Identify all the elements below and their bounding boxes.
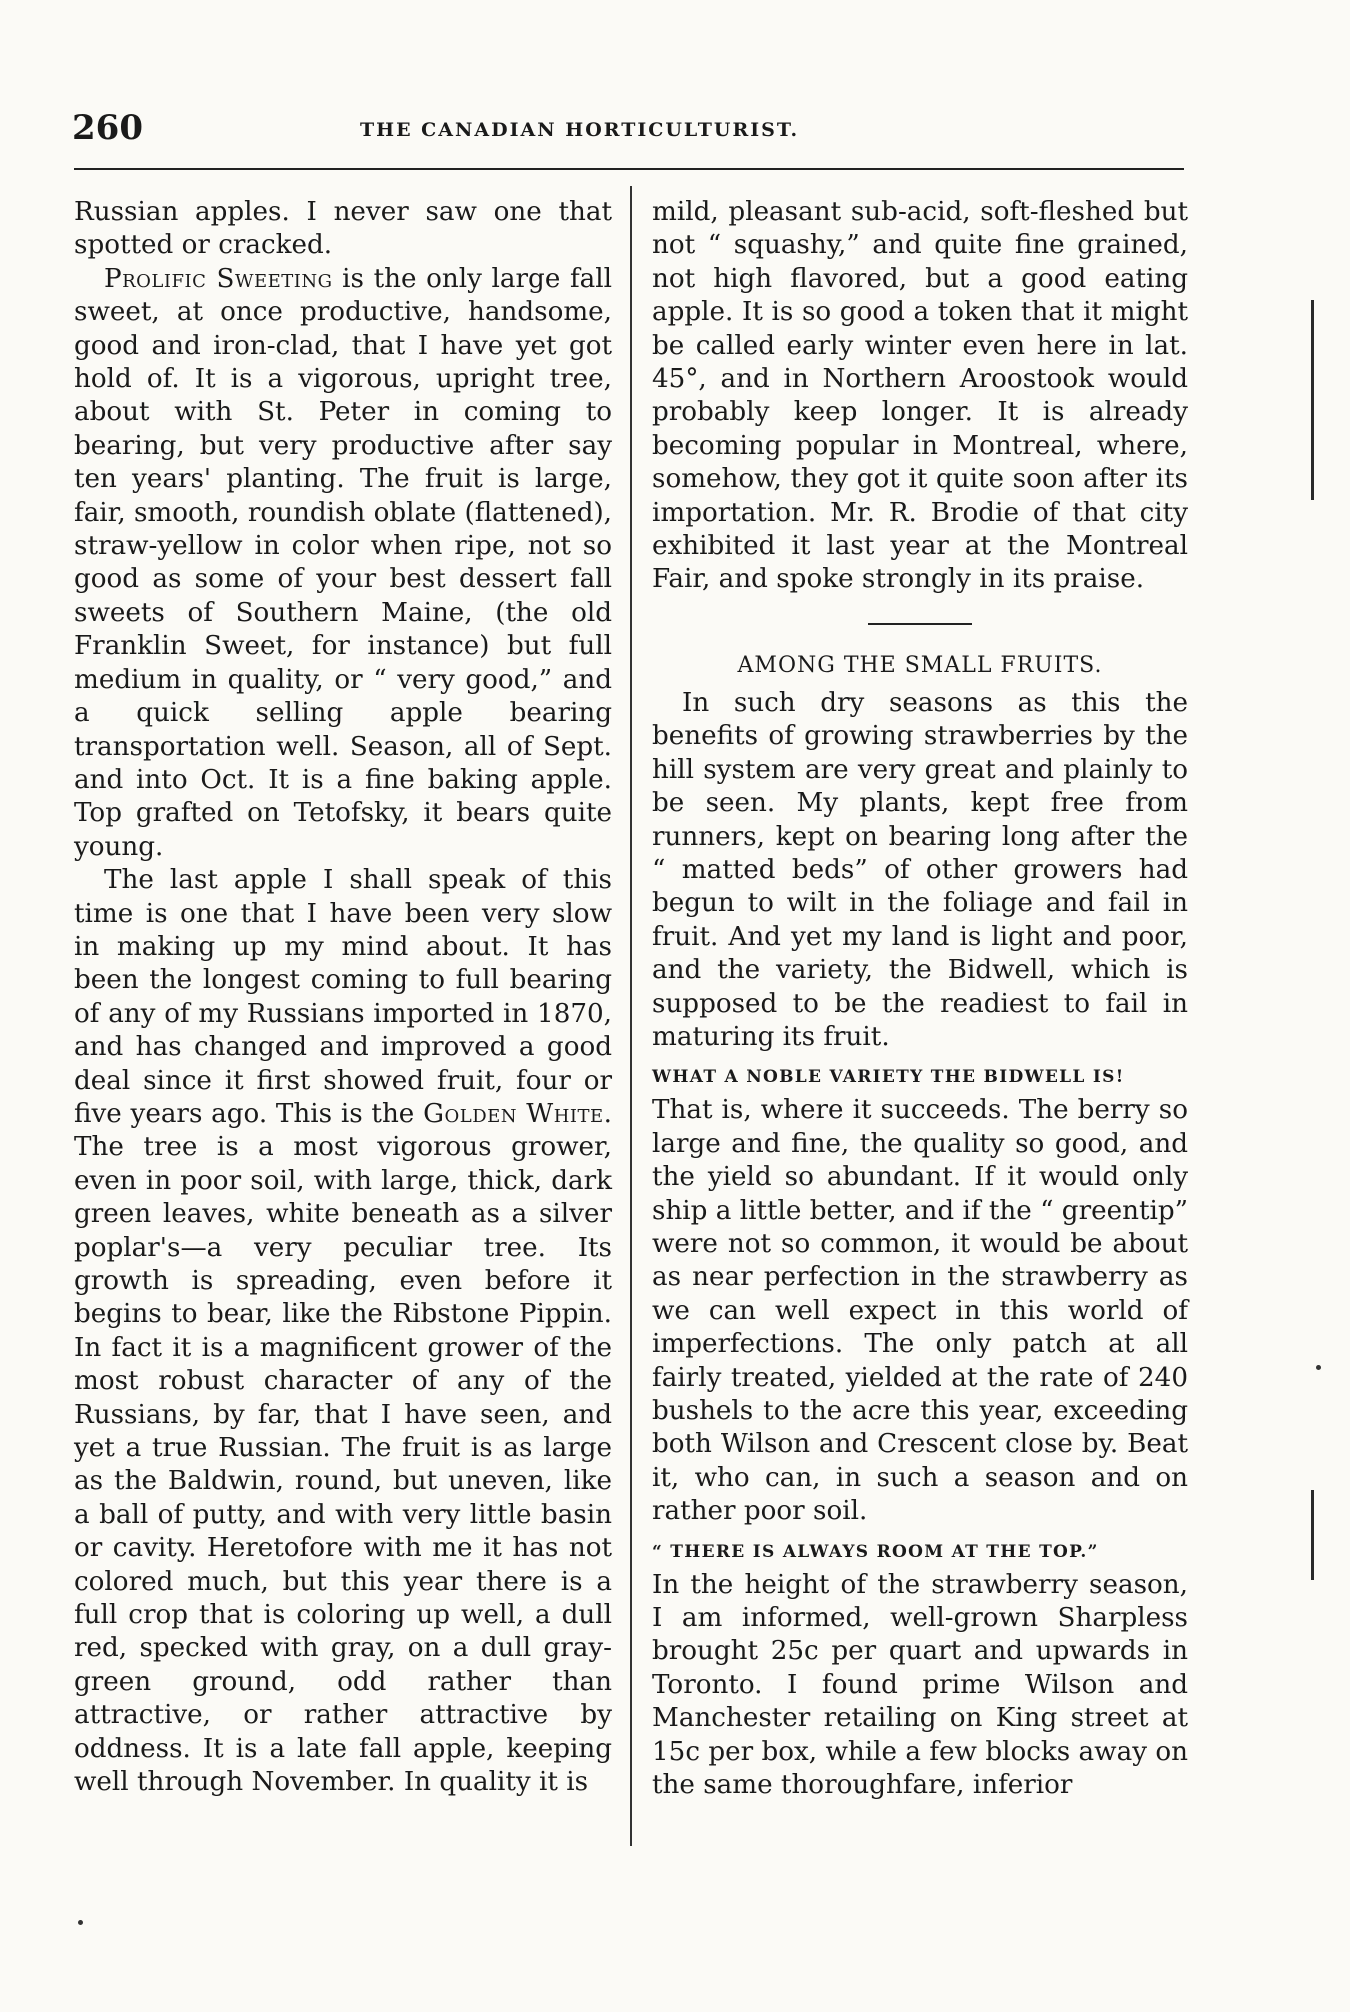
paragraph-text: . The tree is a most vigorous grower, even in poor soil, with large, thick, dark green leaves, white beneath as a silver poplar's—a very peculiar tree. Its growth is spreading, even before it begins to bear, like the Ribstone Pippin. In fact it is a magnificent grower of the most robust character of any of the Russians, by far, that I have seen, and yet a true Russian. The fruit is as large as the Baldwin, round, but uneven, like a ball of putty, and with very little basin or cavity. Heretofore with me it has not colored much, but this year there is a full crop that is coloring up well, a dull red, specked with gray, on a dull gray-green ground, odd rather than attractive, or rather attractive by oddness. It is a late fall apple, keeping well through November. In quality it is [74,1098,612,1798]
variety-name-prolific-sweeting: Prolific Sweeting [104,263,333,294]
section-heading: AMONG THE SMALL FRUITS. [737,652,1103,678]
paragraph-russian-apples: Russian apples. I never saw one that spotted or cracked. [74,197,612,261]
header-rule [74,168,1184,170]
paragraph-text: is the only large fall sweet, at once productive, handsome, good and iron-clad, that I have yet got hold of. It is a vigorous, upright tree, about with St. Peter in coming to bearing, but very productive after say ten years' planting. The fruit is large, fair, smooth, roundish oblate (flattened), straw-yellow in color when ripe, not so good as some of your best dessert fall sweets of Southern Maine, (the old Franklin Sweet, for instance) but full medium in quality, or “ very good,” and a quick selling apple bearing transportation well. Season, all of Sept. and into Oct. It is a fine baking apple. Top grafted on Tetofsky, it bears quite young. [74,263,613,862]
ink-speck [1316,1365,1321,1370]
column-divider [630,186,632,1846]
paragraph-prolific-sweeting [74,263,612,864]
subheading-bidwell: WHAT A NOBLE VARIETY THE BIDWELL IS! [652,1067,1125,1088]
section-divider-rule [868,623,972,625]
binding-edge-mark [1311,1490,1336,1580]
paragraph-golden-white [74,864,612,1799]
paragraph-golden-white-continued: mild, pleasant sub-acid, soft-fleshed but not “ squashy,” and quite fine grained, not high flavored, but a good eating apple. It is so good a token that it might be called early winter even here in lat. 45°, and in Northern Aroostook would probably keep longer. It is already becoming popular in Montreal, where, somehow, they got it quite soon after its importation. Mr. R. Brodie of that city exhibited it last year at the Montreal Fair, and spoke strongly in its praise. [652,197,1188,595]
page-number: 260 [72,108,143,148]
running-title: THE CANADIAN HORTICULTURIST. [360,119,800,141]
variety-name-golden-white: Golden White [423,1098,604,1129]
paragraph-hill-system: In such dry seasons as this the benefits of growing strawberries by the hill system are very great and plainly to be seen. My plants, kept free from runners, kept on bearing long after the “ matted beds” of other growers had begun to wilt in the foliage and fail in fruit. And yet my land is light and poor, and the variety, the Bidwell, which is supposed to be the readiest to fail in maturing its fruit. [652,687,1188,1052]
right-column [652,196,1188,1802]
ink-speck [78,1920,83,1925]
subheading-room-at-top: “ THERE IS ALWAYS ROOM AT THE TOP.” [652,1541,1099,1562]
paragraph-text: The last apple I shall speak of this time is one that I have been very slow in making up my mind about. It has been the longest coming to full bearing of any of my Russians imported in 1870, and has changed and improved a good deal since it first showed fruit, four or five years ago. This is the [74,865,612,1129]
binding-edge-mark [1311,300,1336,500]
left-column [74,196,612,1800]
paragraph-sharpless-prices: In the height of the strawberry season, I am informed, well-grown Sharpless brought 25c per quart and upwards in Toronto. I found prime Wilson and Manchester retailing on King street at 15c per box, while a few blocks away on the same thoroughfare, inferior [652,1569,1188,1801]
paragraph-bidwell: That is, where it succeeds. The berry so large and fine, the quality so good, and the yield so abundant. If it would only ship a little better, and if the “ greentip” were not so common, it would be about as near perfection in the strawberry as we can well expect in this world of imperfections. The only patch at all fairly treated, yielded at the rate of 240 bushels to the acre this year, exceeding both Wilson and Crescent close by. Beat it, who can, in such a season and on rather poor soil. [652,1095,1188,1527]
